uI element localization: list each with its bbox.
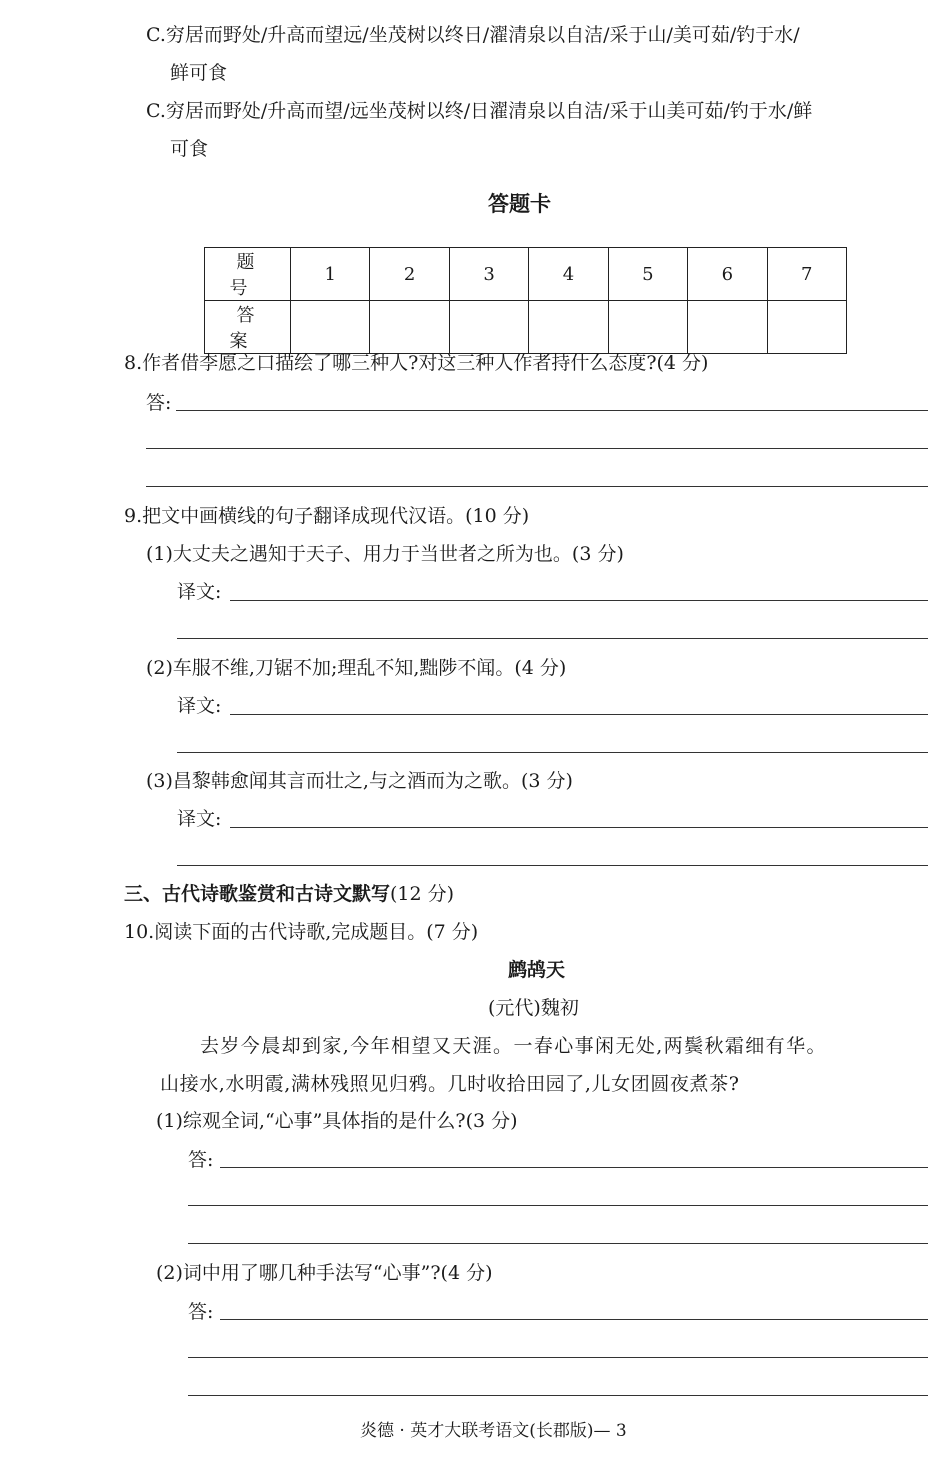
answer-label: 答 案: [205, 301, 291, 354]
question-number-cell: 3: [449, 248, 528, 301]
q9-1-answer-line[interactable]: [177, 638, 928, 639]
q9-1-translation-label: 译文:: [177, 581, 222, 603]
answer-card-answer-row: [205, 301, 847, 354]
q9-subquestion-3: (3)昌黎韩愈闻其言而壮之,与之酒而为之歌。(3 分): [146, 770, 573, 792]
q10-1-answer-label: 答:: [188, 1149, 214, 1171]
answer-card-title: 答题卡: [488, 192, 551, 216]
section-3-points: (12 分): [390, 883, 455, 905]
q10-2-answer-label: 答:: [188, 1301, 214, 1323]
question-number-cell: 4: [529, 248, 608, 301]
q8-answer-label: 答:: [146, 392, 172, 414]
question-10: 10.阅读下面的古代诗歌,完成题目。(7 分): [124, 921, 479, 943]
q9-3-answer-line[interactable]: [177, 865, 928, 866]
q9-2-answer-line[interactable]: [230, 714, 928, 715]
q9-3-translation-label: 译文:: [177, 808, 222, 830]
answer-cell[interactable]: [449, 301, 528, 354]
q8-answer-line[interactable]: [146, 448, 928, 449]
section-3-heading: [124, 879, 454, 906]
q10-1-answer-line[interactable]: [188, 1205, 928, 1206]
q10-subquestion-2: (2)词中用了哪几种手法写“心事”?(4 分): [156, 1262, 493, 1284]
q9-1-answer-line[interactable]: [230, 600, 928, 601]
question-number-cell: 6: [688, 248, 767, 301]
question-number-cell: 7: [767, 248, 846, 301]
q10-subquestion-1: (1)综观全词,“心事”具体指的是什么?(3 分): [156, 1110, 518, 1132]
answer-cell[interactable]: [529, 301, 608, 354]
q10-2-answer-line[interactable]: [188, 1357, 928, 1358]
option-c-first-cont: 鲜可食: [170, 62, 228, 84]
answer-card-number-row: [205, 248, 847, 301]
section-3-title: 三、古代诗歌鉴赏和古诗文默写: [124, 883, 391, 905]
q9-subquestion-1: (1)大丈夫之遇知于天子、用力于当世者之所为也。(3 分): [146, 543, 624, 565]
answer-cell[interactable]: [291, 301, 370, 354]
q8-answer-line[interactable]: [176, 410, 928, 411]
q8-answer-line[interactable]: [146, 486, 928, 487]
question-number-label: 题 号: [205, 248, 291, 301]
answer-cell[interactable]: [608, 301, 687, 354]
q10-2-answer-line[interactable]: [188, 1395, 928, 1396]
poem-line-1: 去岁今晨却到家,今年相望又天涯。一春心事闲无处,两鬓秋霜细有华。: [200, 1035, 827, 1057]
q10-1-answer-line[interactable]: [220, 1167, 928, 1168]
q9-2-translation-label: 译文:: [177, 695, 222, 717]
q10-2-answer-line[interactable]: [220, 1319, 928, 1320]
poem-line-2: 山接水,水明霞,满林残照见归鸦。几时收拾田园了,儿女团圆夜煮茶?: [160, 1073, 740, 1095]
option-c-first: C.穷居而野处/升高而望远/坐茂树以终日/濯清泉以自洁/采于山/美可茹/钓于水/: [146, 24, 800, 46]
answer-cell[interactable]: [688, 301, 767, 354]
question-number-cell: 5: [608, 248, 687, 301]
answer-cell[interactable]: [370, 301, 449, 354]
poem-author: (元代)魏初: [488, 997, 579, 1019]
q9-2-answer-line[interactable]: [177, 752, 928, 753]
question-number-cell: 2: [370, 248, 449, 301]
page-footer: 炎德 · 英才大联考语文(长郡版)— 3: [360, 1421, 627, 1441]
q9-subquestion-2: (2)车服不维,刀锯不加;理乱不知,黜陟不闻。(4 分): [146, 657, 567, 679]
option-c-second: C.穷居而野处/升高而望/远坐茂树以终/日濯清泉以自洁/采于山美可茹/钓于水/鲜: [146, 100, 813, 122]
option-c-second-cont: 可食: [170, 138, 209, 160]
question-8: 8.作者借李愿之口描绘了哪三种人?对这三种人作者持什么态度?(4 分): [124, 352, 709, 374]
answer-cell[interactable]: [767, 301, 846, 354]
q9-3-answer-line[interactable]: [230, 827, 928, 828]
question-number-cell: 1: [291, 248, 370, 301]
poem-title: 鹧鸪天: [508, 959, 566, 981]
q10-1-answer-line[interactable]: [188, 1243, 928, 1244]
question-9: 9.把文中画横线的句子翻译成现代汉语。(10 分): [124, 505, 530, 527]
answer-card-table: [204, 247, 847, 354]
